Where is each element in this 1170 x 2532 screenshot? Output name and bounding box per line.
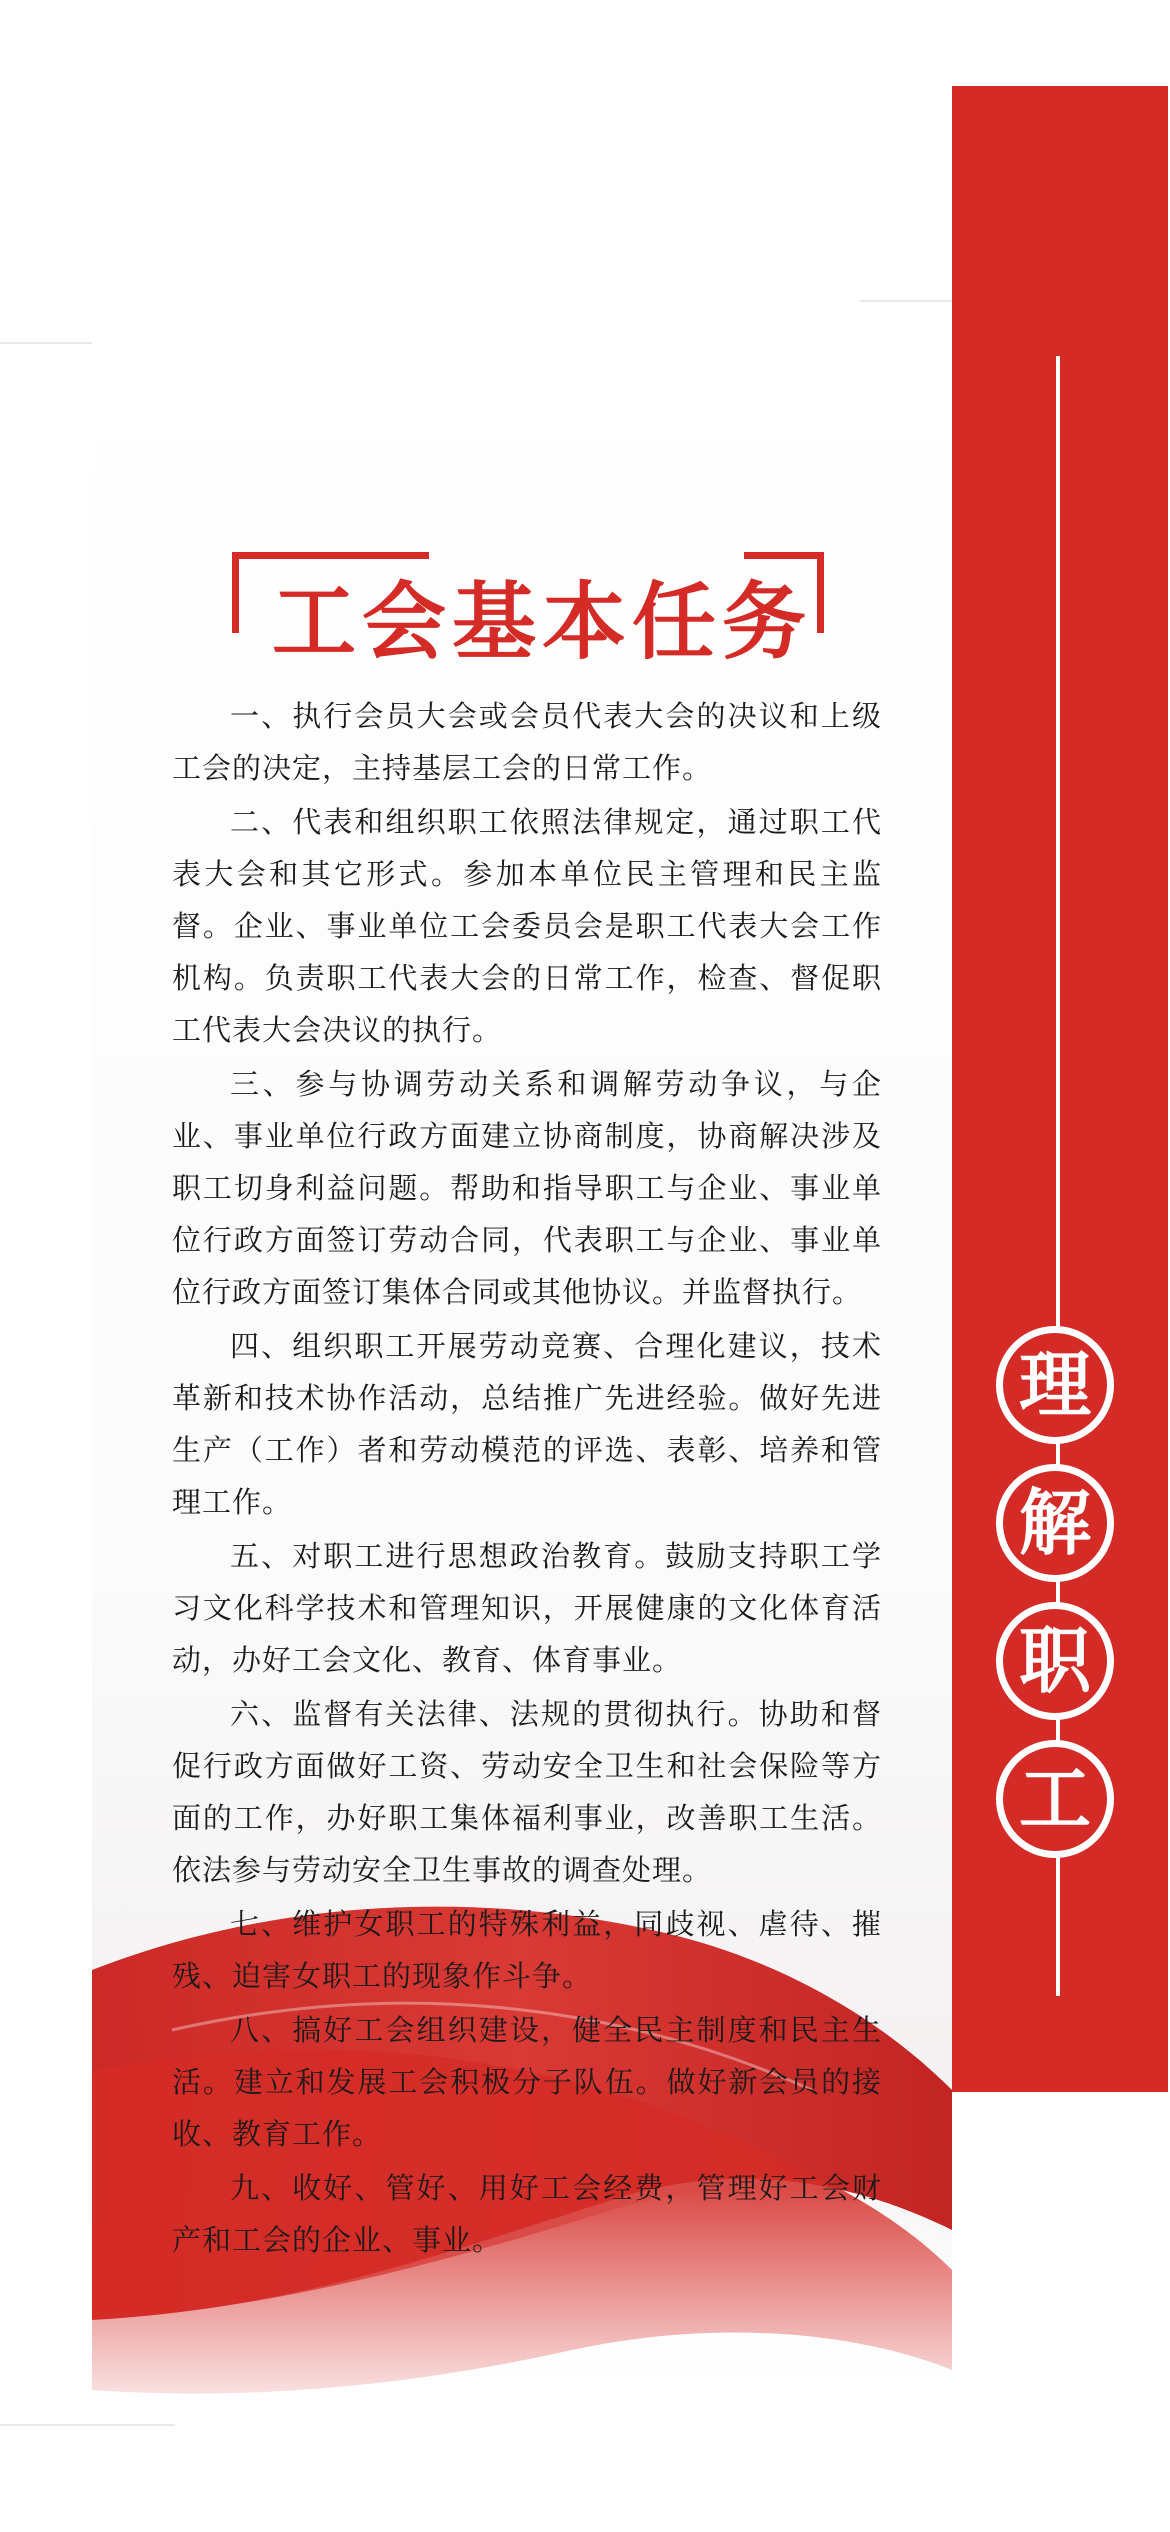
task-item: 四、组织职工开展劳动竞赛、合理化建议，技术革新和技术协作活动，总结推广先进经验。做好先进生产（工作）者和劳动模范的评选、表彰、培养和管理工作。 [172,1329,882,1519]
task-list [172,690,882,2268]
task-item: 八、搞好工会组织建设，健全民主制度和民主生活。建立和发展工会积极分子队伍。做好新会员的接收、教育工作。 [172,2013,882,2151]
task-item: 二、代表和组织职工依照法律规定，通过职工代表大会和其它形式。参加本单位民主管理和民主监督。企业、事业单位工会委员会是职工代表大会工作机构。负责职工代表大会的日常工作，检查、督促职工代表大会决议的执行。 [172,805,882,1047]
banner-char-circle: 解 [996,1464,1114,1582]
guide-line-bottom-left [0,2424,175,2426]
guide-line-top-right [860,300,952,302]
banner-char-circle: 职 [996,1602,1114,1720]
task-item: 九、收好、管好、用好工会经费，管理好工会财产和工会的企业、事业。 [172,2171,882,2257]
task-item: 六、监督有关法律、法规的贯彻执行。协助和督促行政方面做好工资、劳动安全卫生和社会保险等方面的工作，办好职工集体福利事业，改善职工生活。依法参与劳动安全卫生事故的调查处理。 [172,1697,882,1887]
task-item: 一、执行会员大会或会员代表大会的决议和上级工会的决定，主持基层工会的日常工作。 [172,699,882,785]
task-item: 七、维护女职工的特殊利益，同歧视、虐待、摧残、迫害女职工的现象作斗争。 [172,1907,882,1993]
side-banner [952,86,1168,2092]
page-title: 工会基本任务 [272,573,813,671]
task-item: 五、对职工进行思想政治教育。鼓励支持职工学习文化科学技术和管理知识，开展健康的文化体育活动，办好工会文化、教育、体育事业。 [172,1539,882,1677]
banner-char-circle: 工 [996,1740,1114,1858]
task-item: 三、参与协调劳动关系和调解劳动争议，与企业、事业单位行政方面建立协商制度，协商解决涉及职工切身利益问题。帮助和指导职工与企业、事业单位行政方面签订劳动合同，代表职工与企业、事业单位行政方面签订集体合同或其他协议。并监督执行。 [172,1067,882,1309]
title-bracket-top [744,552,804,559]
banner-char-circle: 理 [996,1326,1114,1444]
title-frame [232,552,824,671]
